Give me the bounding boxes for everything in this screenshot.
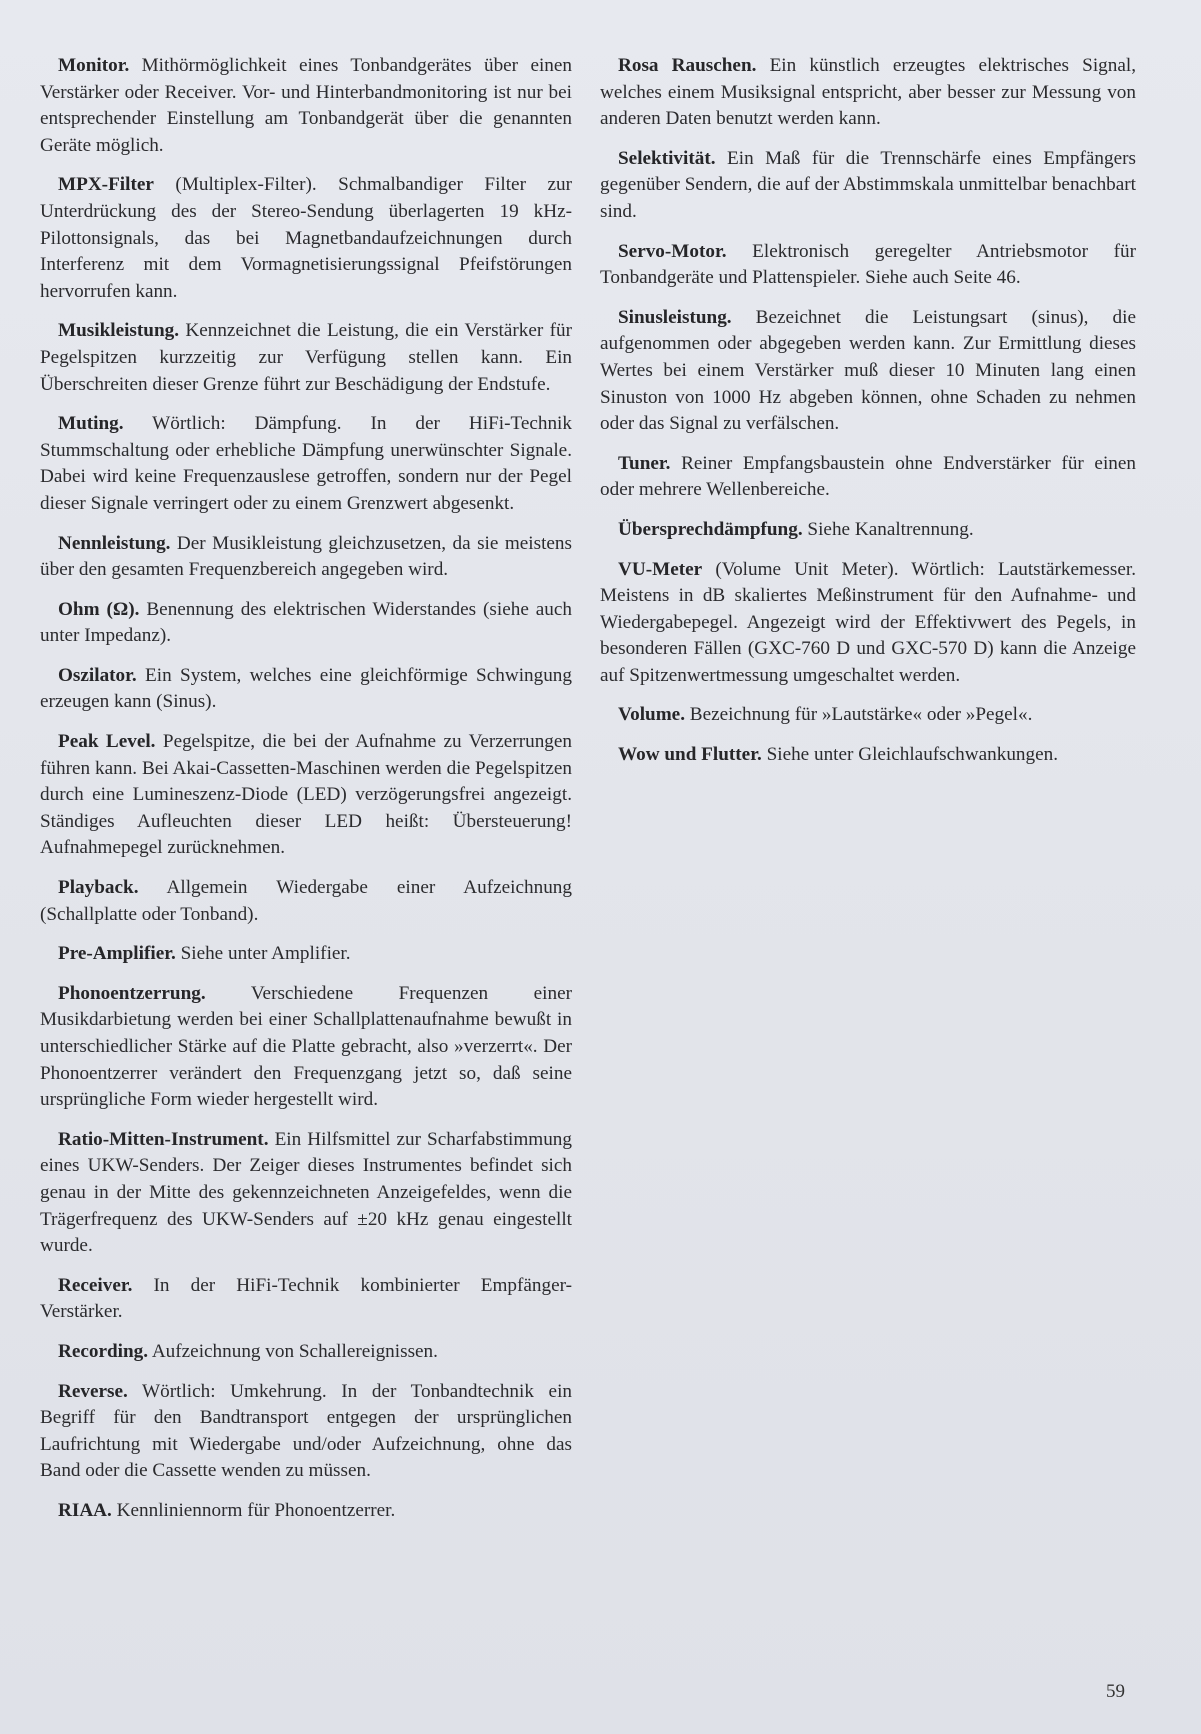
entry-term: Servo-Motor. xyxy=(618,240,727,262)
glossary-entry xyxy=(40,941,572,968)
entry-text: In der HiFi-Technik kombinierter Empfänger-Verstärker. xyxy=(40,1274,572,1323)
entry-term: Musikleistung. xyxy=(58,320,180,342)
entry-text: Pegelspitze, die bei der Aufnahme zu Verzerrungen führen kann. Bei Akai-Cassetten-Maschinen werden die Pegelspitzen durch eine Lumineszenz-Diode (LED) verzögerungsfrei angezeigt. Ständiges Aufleuchten dieser LED heißt: Übersteuerung! Aufnahmepegel zurücknehmen. xyxy=(40,731,572,859)
entry-term: Peak Level. xyxy=(58,731,156,753)
entry-text: Siehe Kanaltrennung. xyxy=(802,518,974,540)
glossary-entry xyxy=(40,531,572,584)
glossary-entry xyxy=(40,1498,572,1525)
entry-term: Ohm (Ω). xyxy=(58,598,140,620)
glossary-entry xyxy=(40,53,572,159)
glossary-entry xyxy=(600,702,1136,729)
entry-term: Rosa Rauschen. xyxy=(618,55,757,76)
entry-text: (Volume Unit Meter). Wörtlich: Lautstärkemesser. Meistens in dB skaliertes Meßinstrument für den Aufnahme- und Wiedergabepegel. Angezeigt wird der Effektivwert des Pegels, in besonderen Fällen (GXC-760 D und GXC-570 D) kann die Anzeige auf Spitzenwertmessung umgeschaltet werden. xyxy=(600,558,1136,686)
entry-term: Ratio-Mitten-Instrument. xyxy=(58,1128,269,1150)
glossary-entry xyxy=(40,597,572,650)
entry-term: Tuner. xyxy=(618,452,671,474)
entry-text: Allgemein Wiedergabe einer Aufzeichnung (Schallplatte oder Tonband). xyxy=(40,877,572,925)
entry-term: Monitor. xyxy=(58,55,130,76)
entry-text: Siehe unter Amplifier. xyxy=(175,943,351,965)
entry-term: Playback. xyxy=(58,877,139,899)
entry-text: Ein System, welches eine gleichförmige Schwingung erzeugen kann (Sinus). xyxy=(40,664,572,713)
entry-term: Wow und Flutter. xyxy=(618,744,762,766)
glossary-entry xyxy=(40,663,572,716)
entry-text: Bezeichnet die Leistungsart (sinus), die aufgenommen oder abgegeben werden kann. Zur Ermittlung dieses Wertes bei einem Verstärker muß dieser 10 Minuten lang einen Sinuston von 1000 Hz abgeben können, ohne Schaden zu nehmen oder das Signal zu verfälschen. xyxy=(600,306,1136,435)
glossary-entry xyxy=(600,451,1136,504)
glossary-entry xyxy=(600,517,1136,544)
glossary-entry xyxy=(40,411,572,517)
entry-text: Bezeichnung für »Lautstärke« oder »Pegel«. xyxy=(685,704,1033,726)
entry-term: Recording. xyxy=(58,1340,149,1362)
left-column xyxy=(40,53,572,1538)
entry-text: Siehe unter Gleichlaufschwankungen. xyxy=(761,744,1059,766)
entry-text: Ein Hilfsmittel zur Scharfabstimmung eines UKW-Senders. Der Zeiger dieses Instrumentes befindet sich genau in der Mitte des gekennzeichneten Anzeigefeldes, wenn die Trägerfrequenz des UKW-Senders auf ±20 kHz genau eingestellt wurde. xyxy=(40,1128,572,1257)
entry-term: Sinusleistung. xyxy=(618,306,732,328)
glossary-entry xyxy=(40,1339,572,1366)
entry-term: Oszilator. xyxy=(58,664,137,686)
glossary-entry xyxy=(600,146,1136,226)
entry-term: VU-Meter xyxy=(618,558,703,580)
entry-text: Ein künstlich erzeugtes elektrisches Signal, welches einem Musiksignal entspricht, aber besser zur Messung von anderen Daten benutzt werden kann. xyxy=(600,55,1136,130)
glossary-entry xyxy=(40,1379,572,1485)
entry-text: (Multiplex-Filter). Schmalbandiger Filter zur Unterdrückung des der Stereo-Sendung überlagerten 19 kHz-Pilottonsignals, das bei Magnetbandaufzeichnungen durch Interferenz mit dem Vormagnetisierungssignal Pfeifstörungen hervorrufen kann. xyxy=(40,174,572,302)
entry-term: Nennleistung. xyxy=(58,532,171,554)
entry-text: Mithörmöglichkeit eines Tonbandgerätes über einen Verstärker oder Receiver. Vor- und Hinterbandmonitoring ist nur bei entsprechender Einstellung am Tonbandgerät über die genannten Geräte möglich. xyxy=(40,55,572,156)
right-column xyxy=(600,53,1136,782)
entry-text: Verschiedene Frequenzen einer Musikdarbietung werden bei einer Schallplattenaufnahme bewußt in unterschiedlicher Stärke auf die Platte gebracht, also »verzerrt«. Der Phonoentzerrer verändert den Frequenzgang jetzt so, daß seine ursprüngliche Form wieder hergestellt wird. xyxy=(40,982,572,1111)
entry-term: Receiver. xyxy=(58,1274,133,1296)
entry-term: RIAA. xyxy=(58,1499,112,1521)
entry-term: Phonoentzerrung. xyxy=(58,982,206,1004)
entry-text: Benennung des elektrischen Widerstandes (siehe auch unter Impedanz). xyxy=(40,598,572,647)
entry-term: Muting. xyxy=(58,413,124,435)
glossary-entry xyxy=(40,729,572,862)
entry-text: Ein Maß für die Trennschärfe eines Empfängers gegenüber Sendern, die auf der Abstimmskala unmittelbar benachbart sind. xyxy=(600,147,1137,222)
entry-text: Reiner Empfangsbaustein ohne Endverstärker für einen oder mehrere Wellenbereiche. xyxy=(600,452,1136,501)
entry-text: Wörtlich: Dämpfung. In der HiFi-Technik Stummschaltung oder erhebliche Dämpfung unerwünschter Signale. Dabei wird keine Frequenzauslese getroffen, sondern nur der Pegel dieser Signale verringert oder zu einem Grenzwert abgesenkt. xyxy=(40,413,572,514)
entry-term: Übersprechdämpfung. xyxy=(618,518,803,540)
entry-text: Der Musikleistung gleichzusetzen, da sie meistens über den gesamten Frequenzbereich angegeben wird. xyxy=(40,532,572,581)
entry-term: Selektivität. xyxy=(618,147,716,169)
glossary-entry xyxy=(40,1127,572,1260)
entry-text: Elektronisch geregelter Antriebsmotor für Tonbandgeräte und Plattenspieler. Siehe auch Seite 46. xyxy=(600,240,1136,289)
glossary-entry xyxy=(40,1273,572,1326)
entry-text: Kennzeichnet die Leistung, die ein Verstärker für Pegelspitzen kurzzeitig zur Verfügung stellen kann. Ein Überschreiten dieser Grenze führt zur Beschädigung der Endstufe. xyxy=(40,320,572,395)
glossary-entry xyxy=(600,239,1136,292)
glossary-entry xyxy=(40,318,572,398)
entry-text: Wörtlich: Umkehrung. In der Tonbandtechnik ein Begriff für den Bandtransport entgegen der ursprünglichen Laufrichtung mit Wiedergabe und/oder Aufzeichnung, ohne das Band oder die Cassette wenden zu müssen. xyxy=(40,1380,572,1482)
glossary-entry xyxy=(600,557,1136,690)
entry-text: Aufzeichnung von Schallereignissen. xyxy=(148,1340,438,1362)
glossary-entry xyxy=(40,981,572,1114)
entry-term: MPX-Filter xyxy=(58,174,154,196)
glossary-entry xyxy=(40,875,572,928)
entry-term: Pre-Amplifier. xyxy=(58,943,176,965)
page-number: 59 xyxy=(1106,1681,1125,1702)
glossary-entry xyxy=(600,742,1136,769)
entry-term: Reverse. xyxy=(58,1380,128,1402)
glossary-entry xyxy=(600,53,1136,133)
entry-text: Kennliniennorm für Phonoentzerrer. xyxy=(111,1499,396,1521)
entry-term: Volume. xyxy=(618,704,685,726)
glossary-entry xyxy=(600,305,1136,438)
glossary-entry xyxy=(40,172,572,305)
